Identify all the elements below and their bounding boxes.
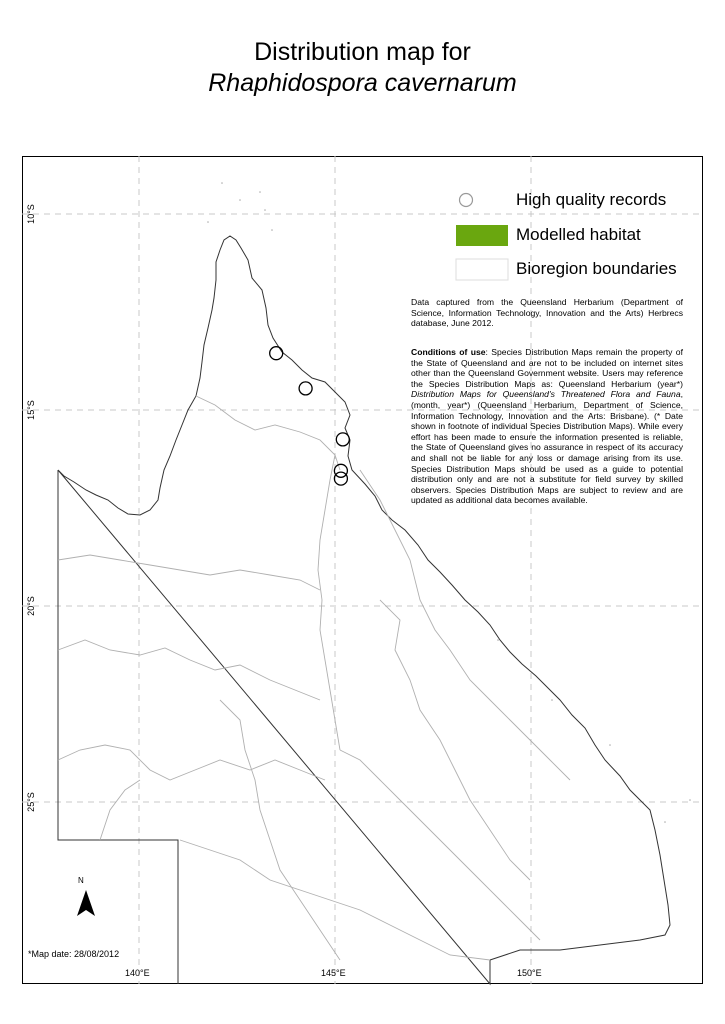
legend-modelled-label: Modelled habitat [516, 225, 641, 244]
bioregion-boundaries-swatch [456, 259, 508, 280]
high-quality-record-symbol [460, 194, 473, 207]
lon-label-140e: 140°E [125, 968, 150, 978]
conditions-text-1: : Species Distribution Maps remain the property of the State of Queensland and are not to be included on internet sites other than the Queensland Government website. Users may reference the Species Distribution Maps as: Queensland Herbarium (year*) [411, 347, 683, 389]
record-marker-1 [270, 347, 283, 360]
lat-label-10s: 10°S [26, 204, 36, 224]
species-name: Rhaphidospora cavernarum [208, 69, 517, 97]
conditions-of-use [411, 347, 683, 506]
north-arrow-right-icon [86, 890, 95, 916]
legend-bioregion-label: Bioregion boundaries [516, 259, 677, 278]
legend-high-quality-label: High quality records [516, 190, 667, 209]
lat-label-15s: 15°S [26, 400, 36, 420]
graticule [22, 156, 703, 984]
record-marker-3 [336, 433, 349, 446]
records-layer [270, 347, 350, 485]
conditions-text-2: , (month, year*) (Queensland Herbarium, Department of Science, Information Technology, Innovation and the Arts: Brisbane). (* Date shown in footnote of individual Species Distribution Maps). While every effort has been made to ensure the information presented is reliable, the State of Queensland gives no assurance in respect of its accuracy and shall not be liable for any loss or damage arising from its use. Species Distribution Maps should be used as a guide to potential distribution only and are not a substitute for field survey by skilled observers. Species Distribution Maps are subject to review and are updated as additional data becomes available. [411, 389, 683, 506]
record-marker-5 [334, 472, 347, 485]
map-title: Distribution map for [254, 38, 471, 66]
lon-label-145e: 145°E [321, 968, 346, 978]
north-label: N [78, 876, 84, 885]
conditions-heading: Conditions of use [411, 347, 486, 357]
conditions-italic: Distribution Maps for Queensland's Threatened Flora and Fauna [411, 389, 681, 400]
data-source-note: Data captured from the Queensland Herbarium (Department of Science, Information Technology, Innovation and the Arts) Herbrecs database, June 2012. [411, 297, 683, 329]
lon-label-150e: 150°E [517, 968, 542, 978]
lat-label-20s: 20°S [26, 596, 36, 616]
record-marker-4 [334, 464, 347, 477]
lat-label-25s: 25°S [26, 792, 36, 812]
north-arrow-icon [77, 890, 86, 916]
record-marker-2 [299, 382, 312, 395]
map-date: *Map date: 28/08/2012 [28, 949, 120, 959]
modelled-habitat-swatch [456, 225, 508, 246]
